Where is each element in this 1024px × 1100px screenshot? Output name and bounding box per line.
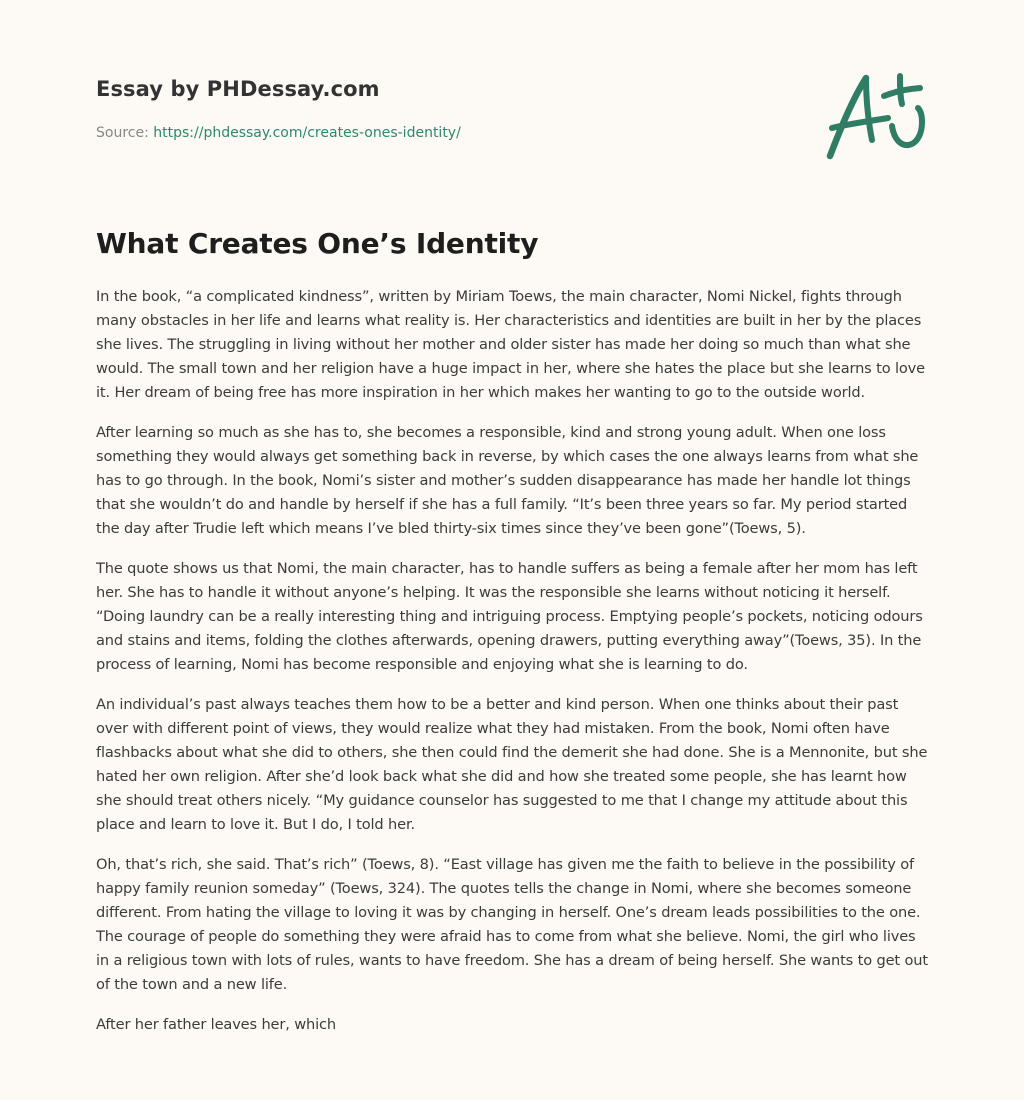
essay-title: What Creates One’s Identity [96, 227, 539, 260]
essay-paragraph: The quote shows us that Nomi, the main character, has to handle suffers as being a female after her mom has left her. She has to handle it without anyone’s helping. It was the responsible she learns without noticing it herself. “Doing laundry can be a really interesting thing and intriguing process. Emptying people’s pockets, noticing odours and stains and items, folding the clothes afterwards, opening drawers, putting everything away”(Toews, 35). In the process of learning, Nomi has become responsible and enjoying what she is learning to do. [96, 560, 923, 673]
brand-title: Essay by PHDessay.com [96, 77, 380, 101]
essay-paragraph: Oh, that’s rich, she said. That’s rich” (Toews, 8). “East village has given me the faith to believe in the possibility of happy family reunion someday” (Toews, 324). The quotes tells the change in Nomi, where she becomes someone different. From hating the village to loving it was by changing in herself. One’s dream leads possibilities to the one. The courage of people do something they were afraid has to come from what she believe. Nomi, the girl who lives in a religious town with lots of rules, wants to have freedom. She has a dream of being herself. She wants to get out of the town and a new life. [96, 856, 928, 993]
essay-paragraph: After her father leaves her, which [96, 1016, 336, 1033]
essay-body [96, 285, 932, 1053]
source-line [96, 123, 926, 143]
source-link[interactable]: https://phdessay.com/creates-ones-identity/ [153, 125, 461, 141]
page-header [96, 74, 926, 143]
essay-paragraph: An individual’s past always teaches them how to be a better and kind person. When one thinks about their past over with different point of views, they would realize what they had mistaken. From the book, Nomi often have flashbacks about what she did to others, she then could find the demerit she had done. She is a Mennonite, but she hated her own religion. After she’d look back what she did and how she treated some people, she has learnt how she should treat others nicely. “My guidance counselor has suggested to me that I change my attitude about this place and learn to love it. But I do, I told her. [96, 696, 928, 833]
source-label: Source: [96, 125, 154, 141]
a-plus-grade-icon [822, 68, 928, 164]
essay-paragraph: After learning so much as she has to, she becomes a responsible, kind and strong young adult. When one loss something they would always get something back in reverse, by which cases the one always learns from what she has to go through. In the book, Nomi’s sister and mother’s sudden disappearance has made her handle lot things that she wouldn’t do and handle by herself if she has a full family. “It’s been three years so far. My period started the day after Trudie left which means I’ve bled thirty-six times since they’ve been gone”(Toews, 5). [96, 424, 919, 537]
essay-paragraph: In the book, “a complicated kindness”, written by Miriam Toews, the main character, Nomi Nickel, fights through many obstacles in her life and learns what reality is. Her characteristics and identities are built in her by the places she lives. The struggling in living without her mother and older sister has made her doing so much than what she would. The small town and her religion have a huge impact in her, where she hates the place but she learns to love it. Her dream of being free has more inspiration in her which makes her wanting to go to the outside world. [96, 288, 925, 401]
